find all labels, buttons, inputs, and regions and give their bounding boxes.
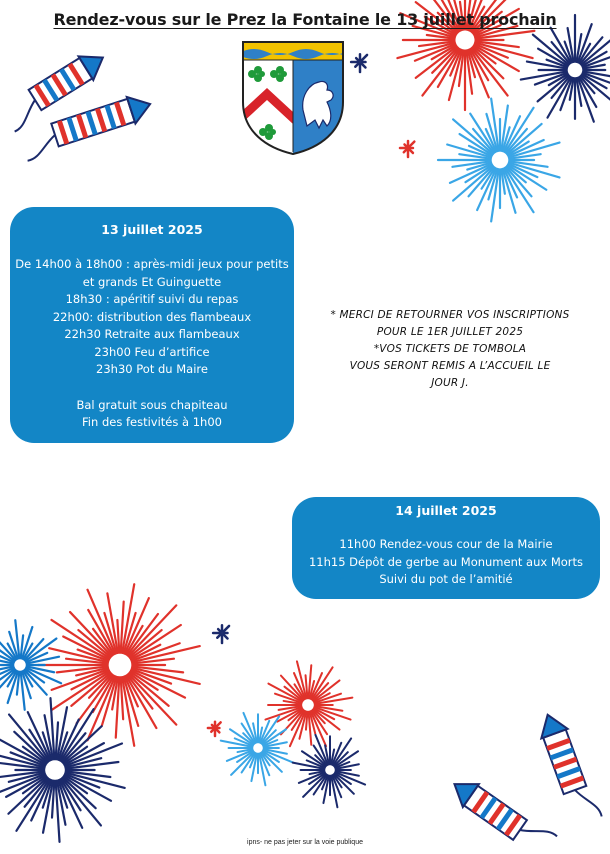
page-title: Rendez-vous sur le Prez la Fontaine le 13 juillet prochain xyxy=(53,10,557,29)
note-line: VOUS SERONT REMIS A L’ACCUEIL LE xyxy=(349,360,551,372)
note-line: JOUR J. xyxy=(431,377,469,389)
day1-line: 22h00: distribution des flambeaux xyxy=(52,309,252,324)
day2-line: 11h00 Rendez-vous cour de la Mairie xyxy=(339,537,553,551)
day1-line: 23h30 Pot du Maire xyxy=(96,362,208,376)
day1-extra: Fin des festivités à 1h00 xyxy=(82,415,222,429)
firework-burst-icon xyxy=(400,141,414,157)
day1-line: et grands Et Guinguette xyxy=(82,274,222,289)
day1-date: 13 juillet 2025 xyxy=(101,222,203,237)
day1-line: De 14h00 à 18h00 : après-midi jeux pour petits xyxy=(15,257,289,271)
day2-card xyxy=(292,497,600,599)
coat-of-arms-icon xyxy=(241,40,345,156)
day1-line: 23h00 Feu d’artifice xyxy=(94,344,210,359)
firework-burst-icon xyxy=(351,54,367,72)
note-line: POUR LE 1ER JUILLET 2025 xyxy=(376,326,524,338)
rocket-icon xyxy=(534,709,601,826)
note-line: *VOS TICKETS DE TOMBOLA xyxy=(373,343,527,355)
day2-date: 14 juillet 2025 xyxy=(395,503,497,518)
day2-line: Suivi du pot de l’amitié xyxy=(379,572,513,586)
day1-line: 22h30 Retraite aux flambeaux xyxy=(64,327,240,341)
firework-burst-icon xyxy=(213,625,229,643)
footer-notice: ipns- ne pas jeter sur la voie publique xyxy=(247,839,363,846)
day1-extra: Bal gratuit sous chapiteau xyxy=(76,397,228,412)
registration-note xyxy=(330,307,570,392)
firework-burst-icon xyxy=(438,99,559,222)
firework-burst-icon xyxy=(221,713,293,785)
firework-burst-icon xyxy=(208,722,221,736)
firework-burst-icon xyxy=(0,698,125,842)
firework-burst-icon xyxy=(293,735,365,807)
firework-burst-icon xyxy=(38,584,200,746)
day1-card xyxy=(10,207,294,443)
day1-line: 18h30 : apéritif suivi du repas xyxy=(65,292,239,306)
day2-line: 11h15 Dépôt de gerbe au Monument aux Morts xyxy=(308,554,584,569)
note-line: * MERCI DE RETOURNER VOS INSCRIPTIONS xyxy=(330,309,570,321)
